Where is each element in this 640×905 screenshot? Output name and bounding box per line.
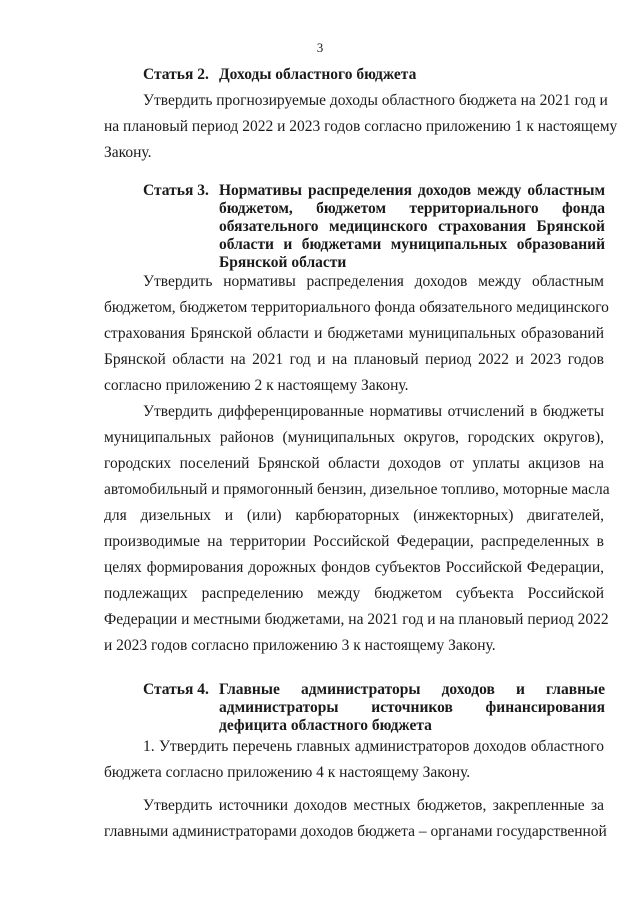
article-3-para2-line: производимые на территории Российской Федерации, распределенных в	[104, 533, 604, 550]
article-4-para1-line: бюджета согласно приложению 4 к настоящему Закону.	[104, 764, 471, 781]
article-2-text-line: Закону.	[104, 144, 152, 161]
article-3-para2-line: целях формирования дорожных фондов субъектов Российской Федерации,	[104, 559, 604, 576]
article-2-text-line: Утвердить прогнозируемые доходы областного бюджета на 2021 год и	[143, 92, 608, 109]
article-2-label: Статья 2.	[143, 66, 209, 83]
article-4-para2-line: Утвердить источники доходов местных бюджетов, закрепленные за	[143, 797, 604, 814]
article-3-para2-line: для дизельных и (или) карбюраторных (инжекторных) двигателей,	[104, 507, 604, 524]
article-4-title-line: Главные администраторы доходов и главные	[219, 681, 605, 698]
article-3-para1-line: согласно приложению 2 к настоящему Закону.	[104, 377, 409, 394]
article-4-title-line: дефицита областного бюджета	[219, 717, 432, 734]
article-4-para2-line: главными администраторами доходов бюджета – органами государственной	[104, 823, 607, 840]
article-3-title-line: области и бюджетами муниципальных образований	[219, 236, 605, 253]
article-3-para2-line: и 2023 годов согласно приложению 3 к настоящему Закону.	[104, 637, 496, 654]
article-2-text-line: на плановый период 2022 и 2023 годов согласно приложению 1 к настоящему	[104, 118, 618, 135]
article-3-para2-line: Утвердить дифференцированные нормативы отчислений в бюджеты	[143, 403, 604, 420]
page-number: 3	[316, 40, 324, 55]
article-3-label: Статья 3.	[143, 182, 209, 199]
article-3-title-line: Брянской области	[219, 254, 347, 271]
article-3-para2-line: подлежащих распределению между бюджетом субъекта Российской	[104, 585, 604, 602]
article-3-para1-line: Брянской области на 2021 год и на плановый период 2022 и 2023 годов	[104, 351, 604, 368]
article-3-para2-line: Федерации и местными бюджетами, на 2021 год и на плановый период 2022	[104, 611, 609, 628]
article-4-title-line: администраторы источников финансирования	[219, 699, 605, 716]
article-4-label: Статья 4.	[143, 681, 209, 698]
article-3-para1-line: Утвердить нормативы распределения доходов между областным	[143, 273, 604, 290]
article-3-title-line: бюджетом, бюджетом территориального фонда	[219, 200, 605, 217]
article-3-para2-line: муниципальных районов (муниципальных округов, городских округов),	[104, 429, 604, 446]
article-3-para1-line: бюджетом, бюджетом территориального фонда обязательного медицинского	[104, 299, 609, 316]
article-2-title: Доходы областного бюджета	[219, 66, 417, 83]
article-3-para2-line: автомобильный и прямогонный бензин, дизельное топливо, моторные масла	[104, 481, 610, 498]
article-3-title-line: обязательного медицинского страхования Брянской	[219, 218, 605, 235]
article-3-para2-line: городских поселений Брянской области доходов от уплаты акцизов на	[104, 455, 604, 472]
article-3-para1-line: страхования Брянской области и бюджетами муниципальных образований	[104, 325, 604, 342]
article-3-title-line: Нормативы распределения доходов между областным	[219, 182, 605, 199]
article-4-para1-line: 1. Утвердить перечень главных администраторов доходов областного	[143, 738, 604, 755]
